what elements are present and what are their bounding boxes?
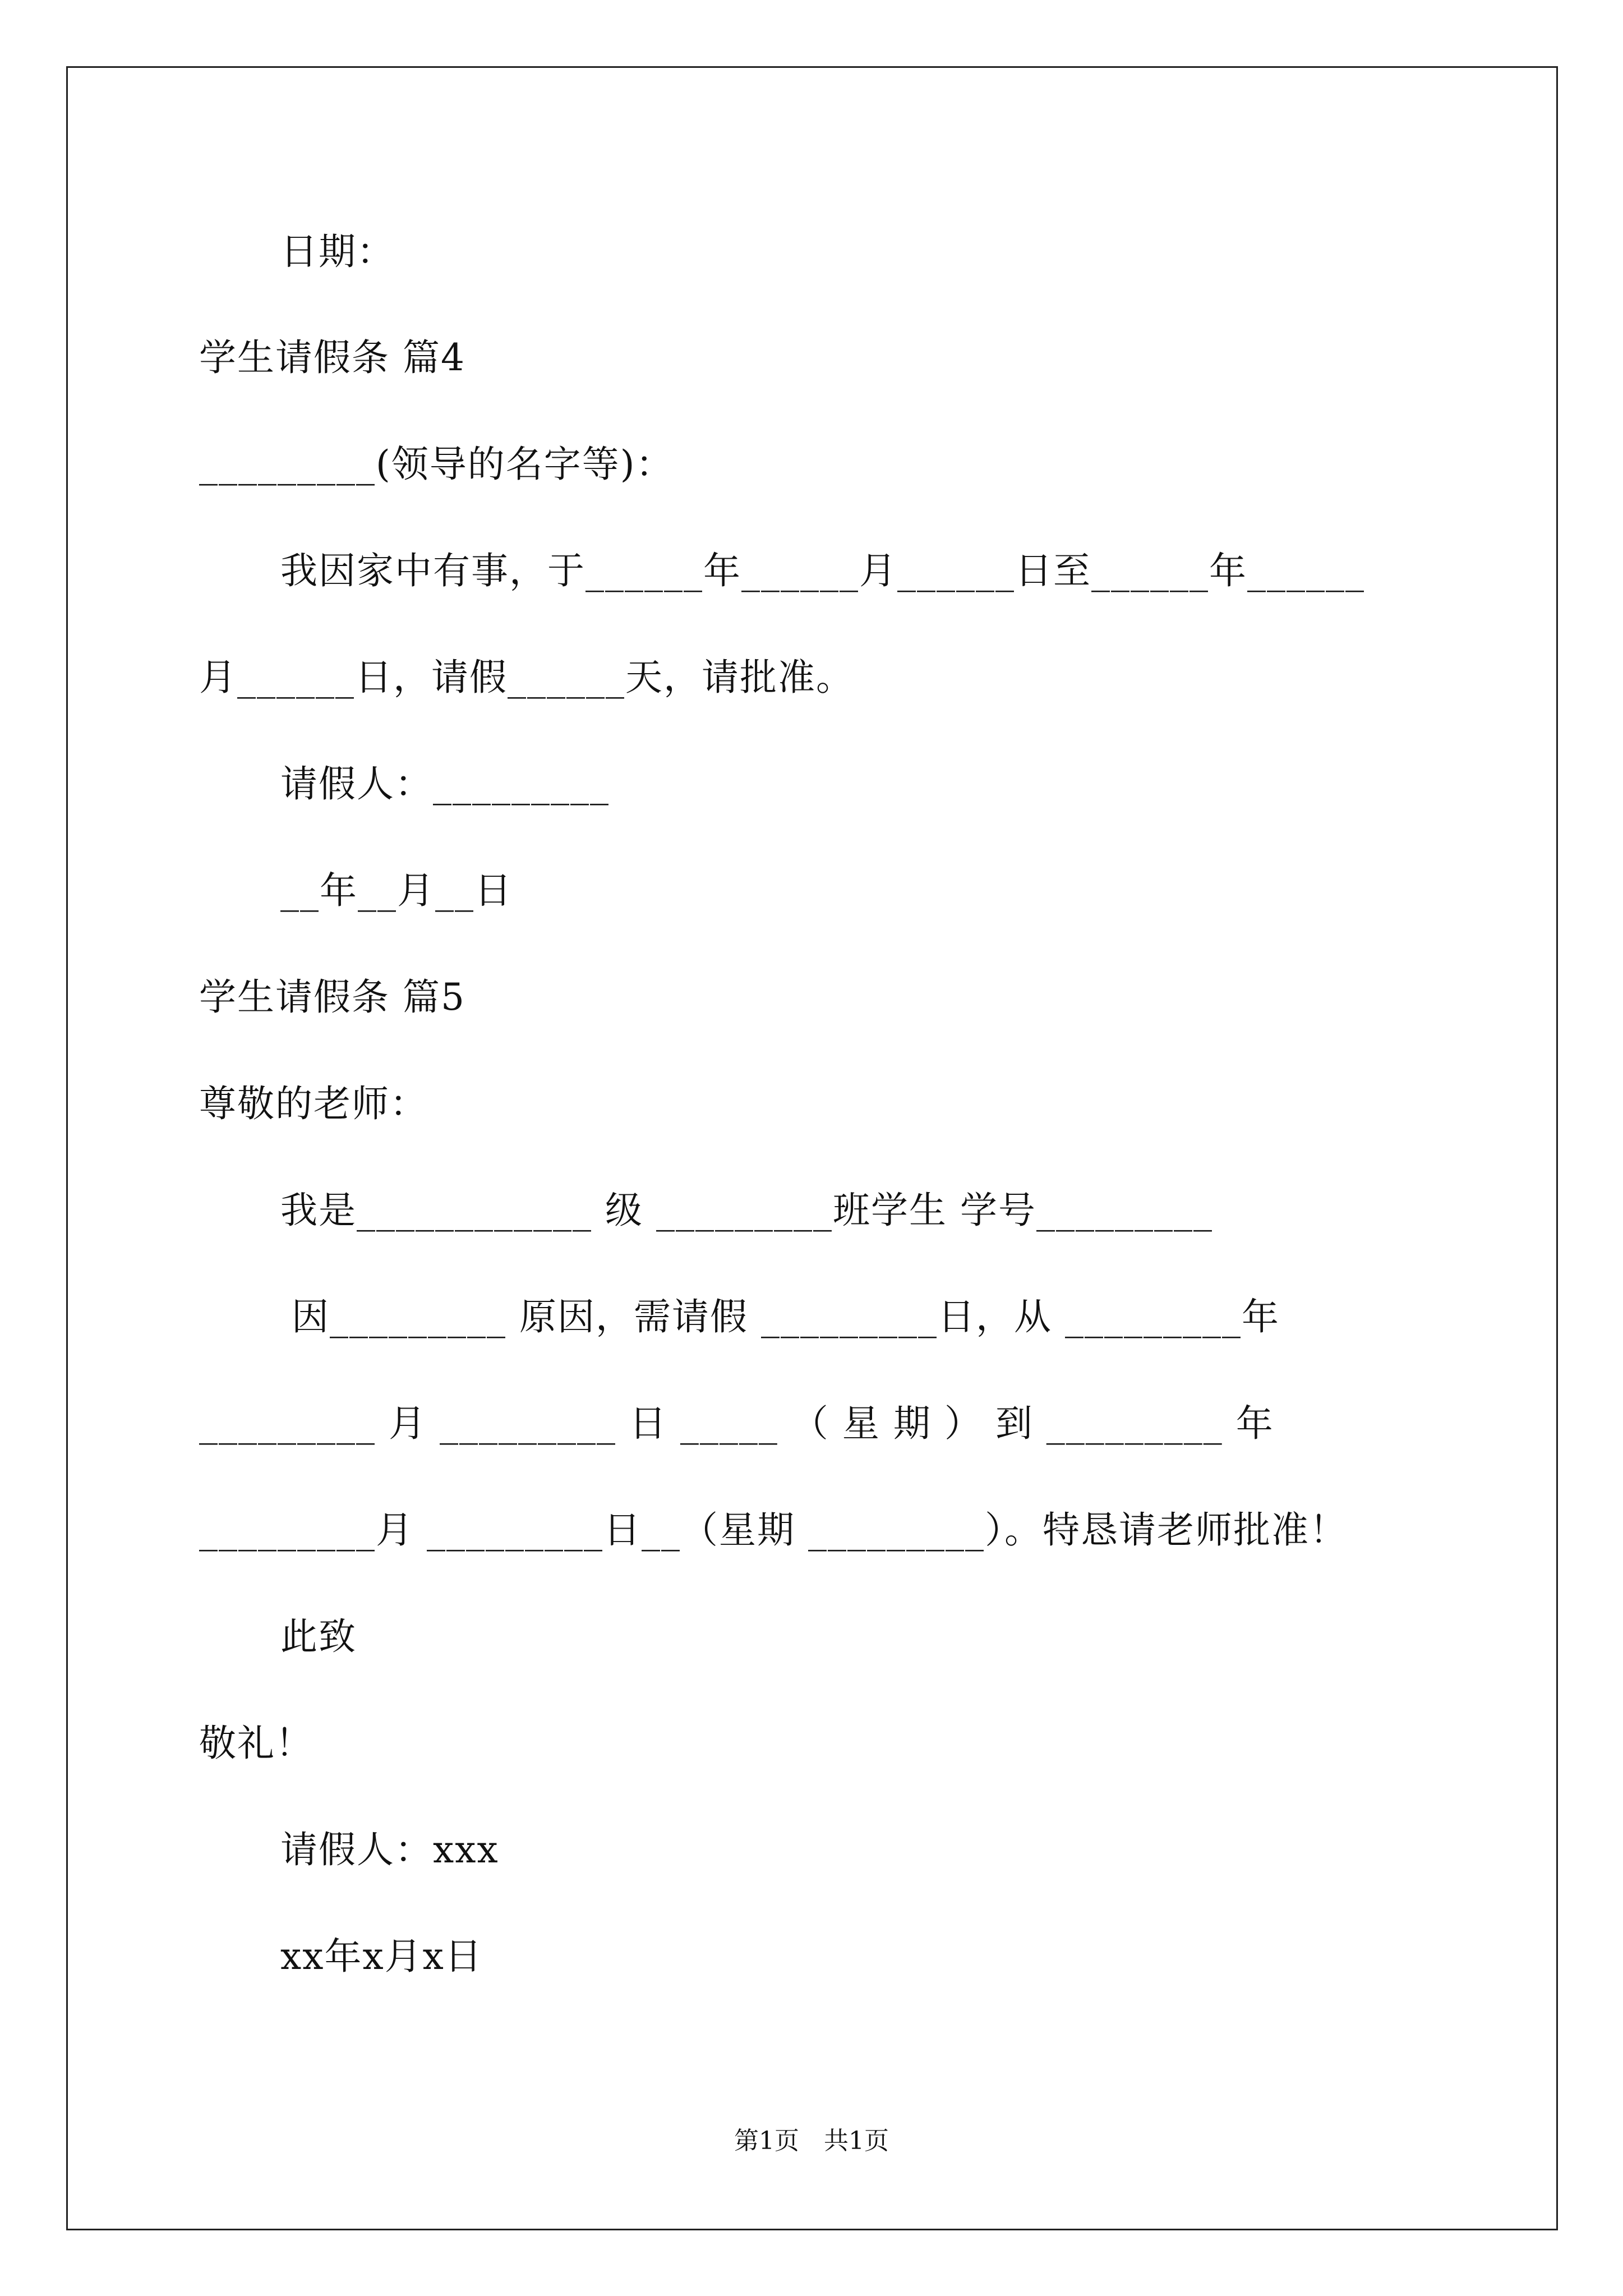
section-heading-5: 学生请假条 篇5 [199,976,465,1019]
period-line-2: _________月 _________日__（星期 _________）。特恳请老师批准！ [199,1508,1348,1552]
date-line: __年__月__日 [280,869,513,912]
date-label: 日期： [280,230,395,273]
body-line-1: 我因家中有事，于______年______月______日至______年______ [280,549,1365,592]
closing-ci-zhi: 此致 [280,1615,357,1658]
salutation-teacher: 尊敬的老师： [199,1082,428,1125]
student-info-line: 我是____________ 级 _________班学生 学号_________ [280,1189,1213,1232]
signature-line: 请假人：xxx [280,1828,499,1871]
period-line-1: _________ 月 _________ 日 _____ （ 星 期 ） 到 _________ 年 [199,1402,1274,1445]
reason-line: 因_________ 原因，需请假 _________日，从 _________年 [292,1295,1280,1338]
body-line-2: 月______日，请假______天，请批准。 [199,656,854,699]
closing-jing-li: 敬礼！ [199,1722,313,1765]
applicant-line: 请假人：_________ [280,762,610,806]
page-border [66,66,1558,2230]
salutation-leader: _________(领导的名字等)： [199,443,674,486]
page-footer: 第1页 共1页 [734,2127,889,2155]
section-heading-4: 学生请假条 篇4 [199,336,465,379]
signature-date: xx年x月x日 [280,1935,483,1978]
